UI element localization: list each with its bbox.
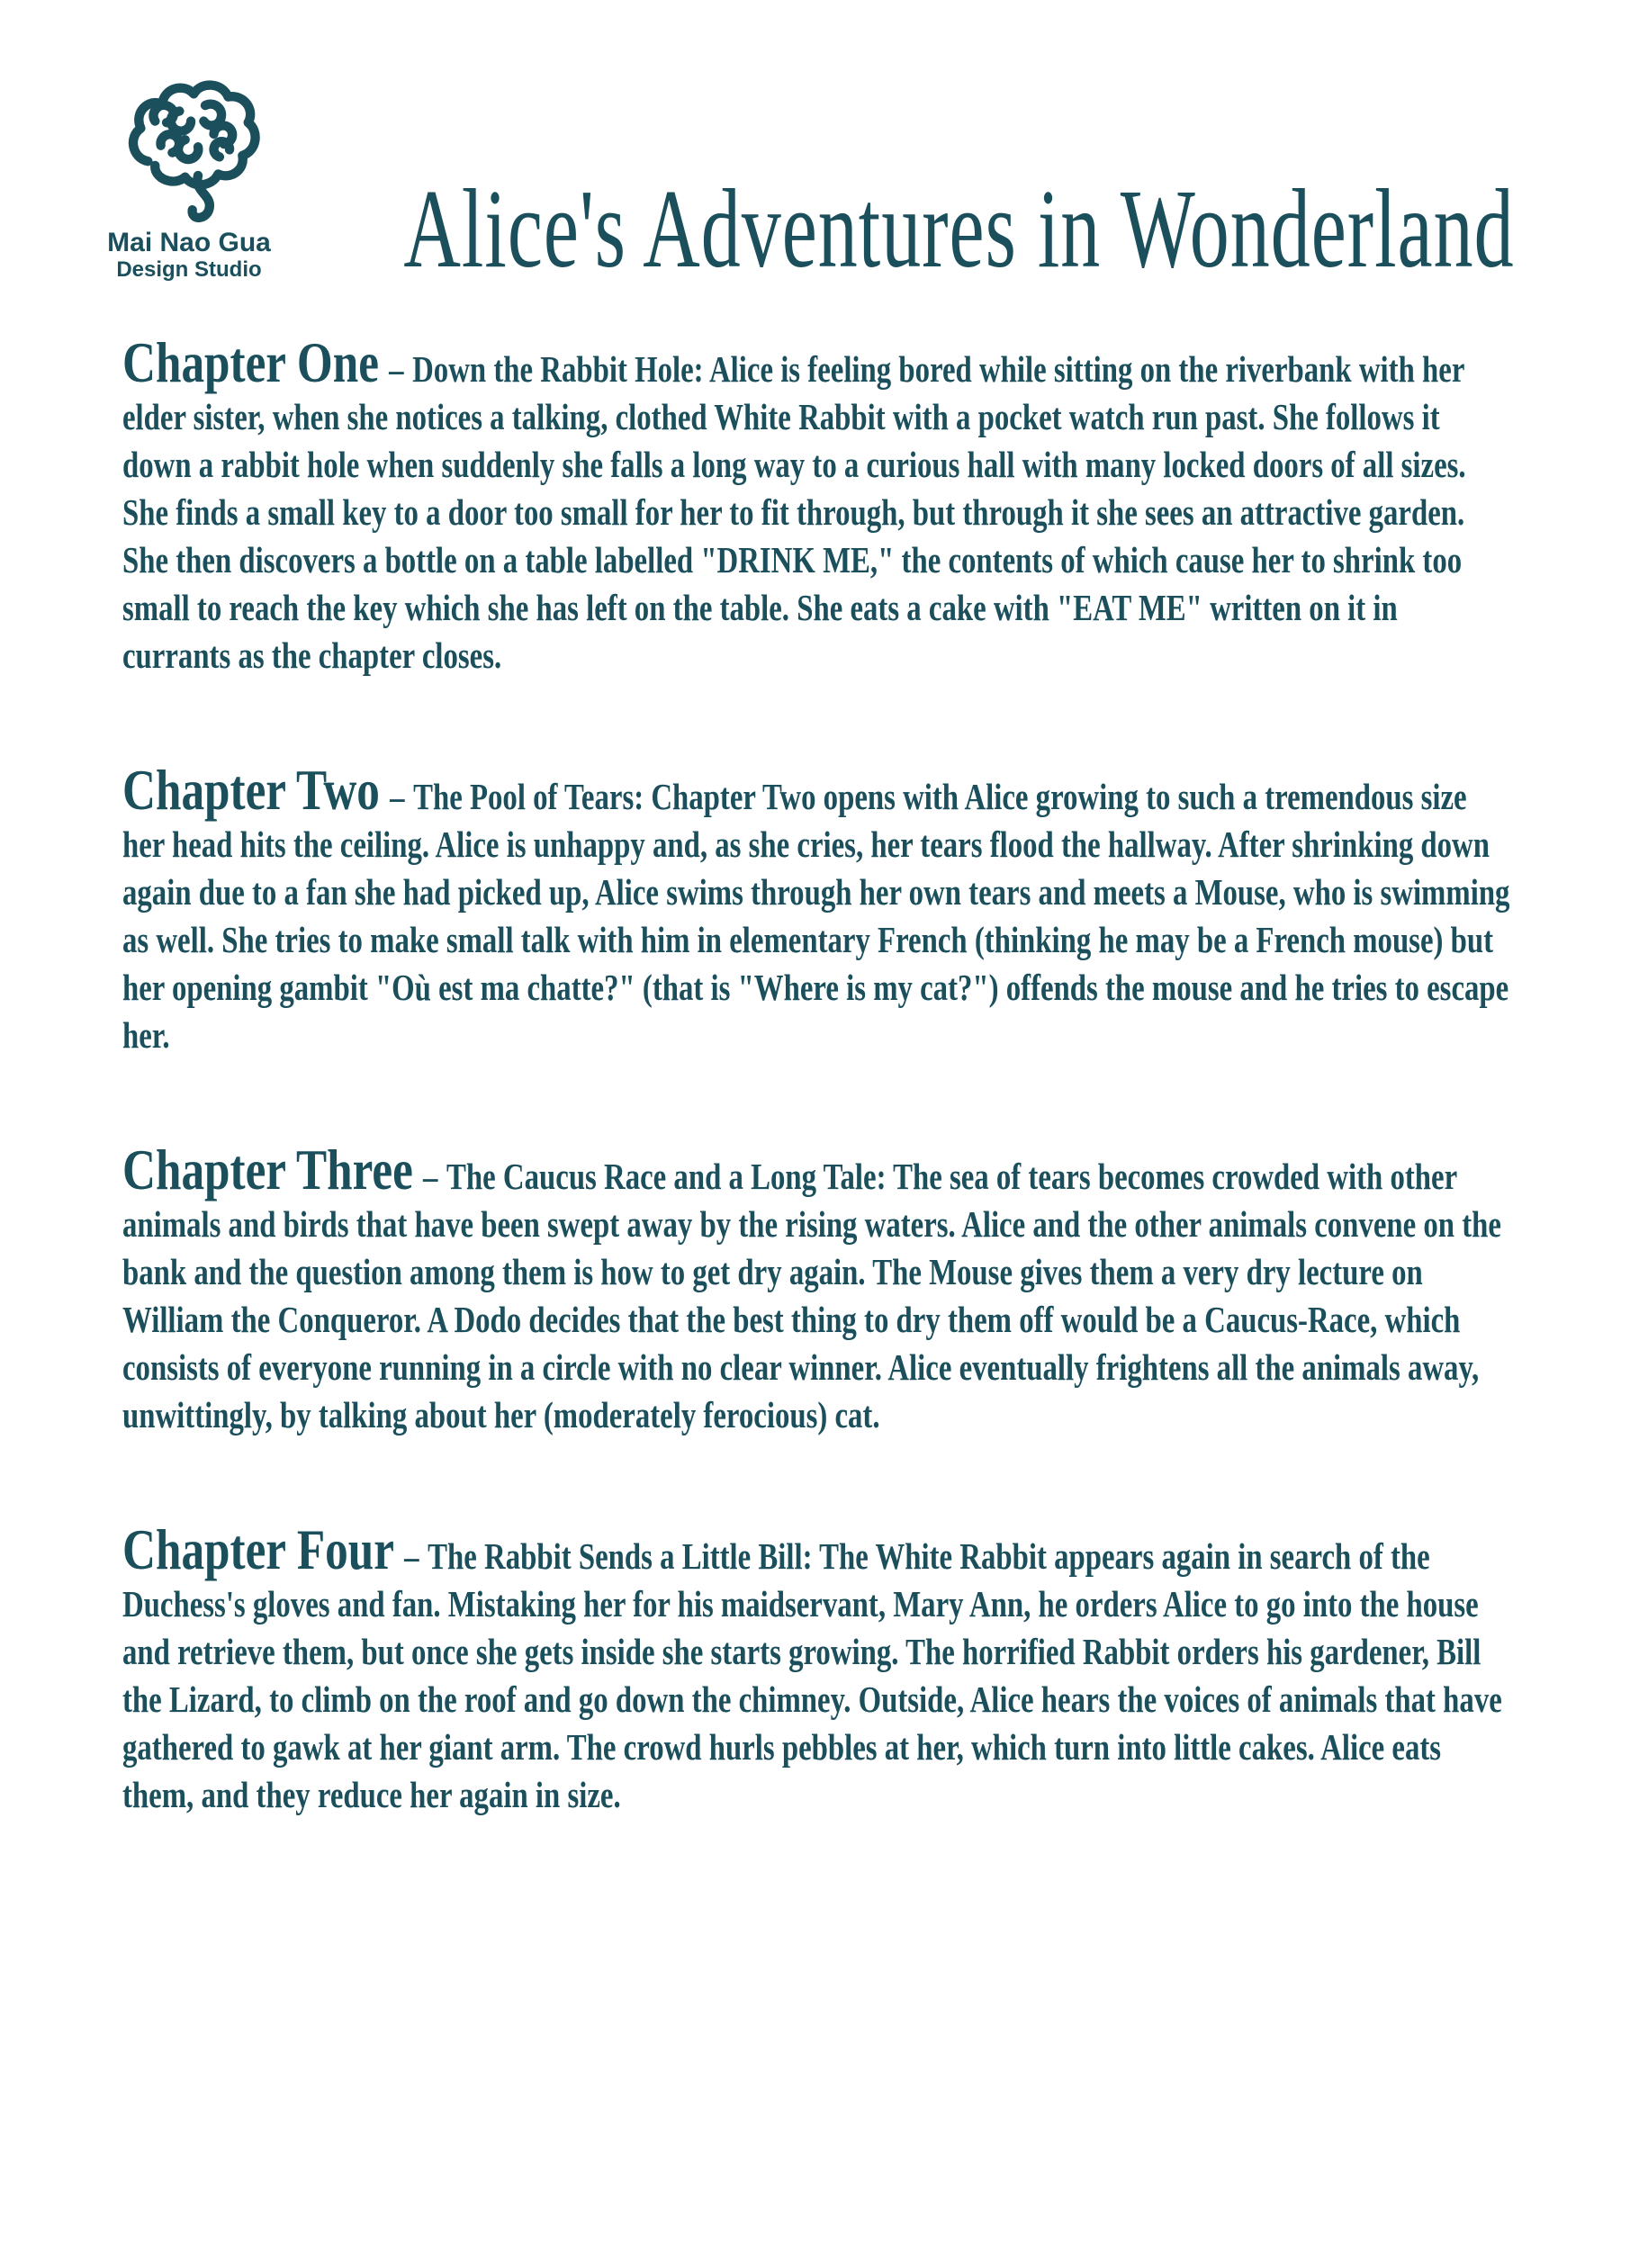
chapter-one-body: Down the Rabbit Hole: Alice is feeling bored while sitting on the riverbank with her elder sister, when she notices a talking, clothed White Rabbit with a pocket watch run past. She follows it down a rabbit hole when suddenly she falls a long way to a curious hall with many locked doors of all sizes. She finds a small key to a door too small for her to fit through, but through it she sees an attractive garden. She then discovers a bottle on a table labelled "DRINK ME," the contents of which cause her to shrink too small to reach the key which she has left on the table. She eats a cake with "EAT ME" written on it in currants as the chapter closes. [122, 348, 1466, 676]
chapter-one-summary [122, 330, 1512, 680]
dash-separator: – [390, 776, 405, 817]
chapter-four-summary [122, 1517, 1512, 1819]
chapter-three-body: The Caucus Race and a Long Tale: The sea of tears becomes crowded with other animals and birds that have been swept away by the rising waters. Alice and the other animals convene on the bank and the question among them is how to get dry again. The Mouse gives them a very dry lecture on William the Conqueror. A Dodo decides that the best thing to dry them off would be a Caucus-Race, which consists of everyone running in a circle with no clear winner. Alice eventually frightens all the animals away, unwittingly, by talking about her (moderately ferocious) cat. [122, 1156, 1501, 1436]
dash-separator: – [423, 1156, 438, 1197]
chapter-summaries-inner [122, 330, 1512, 1819]
chapter-one-heading: Chapter One [122, 330, 379, 394]
chapter-two-heading: Chapter Two [122, 758, 380, 822]
chapter-three-summary [122, 1138, 1512, 1439]
title-area [324, 151, 1594, 309]
dash-separator: – [389, 348, 404, 390]
chapter-two-summary [122, 758, 1512, 1059]
logo [90, 74, 288, 283]
chapter-three-heading: Chapter Three [122, 1138, 413, 1202]
chapter-summaries [122, 330, 1513, 1905]
chapter-four-body: The Rabbit Sends a Little Bill: The White Rabbit appears again in search of the Duchess's gloves and fan. Mistaking her for his maidservant, Mary Ann, he orders Alice to go into the house and retrieve them, but once she gets inside she starts growing. The horrified Rabbit orders his gardener, Bill the Lizard, to climb on the roof and go down the chimney. Outside, Alice hears the voices of animals that have gathered to gawk at her giant arm. The crowd hurls pebbles at her, which turn into little cakes. Alice eats them, and they reduce her again in size. [122, 1535, 1502, 1815]
page-title: Alice's Adventures in Wonderland [403, 167, 1515, 292]
brain-doodle-icon [111, 74, 268, 229]
logo-brand: Mai Nao Gua [107, 228, 271, 257]
logo-tagline: Design Studio [116, 257, 262, 282]
chapter-two-body: The Pool of Tears: Chapter Two opens with Alice growing to such a tremendous size her head hits the ceiling. Alice is unhappy and, as she cries, her tears flood the hallway. After shrinking down again due to a fan she had picked up, Alice swims through her own tears and meets a Mouse, who is swimming as well. She tries to make small talk with him in elementary French (thinking he may be a French mouse) but her opening gambit "Où est ma chatte?" (that is "Where is my cat?") offends the mouse and he tries to escape her. [122, 776, 1510, 1056]
chapter-four-heading: Chapter Four [122, 1517, 394, 1581]
dash-separator: – [404, 1535, 419, 1577]
